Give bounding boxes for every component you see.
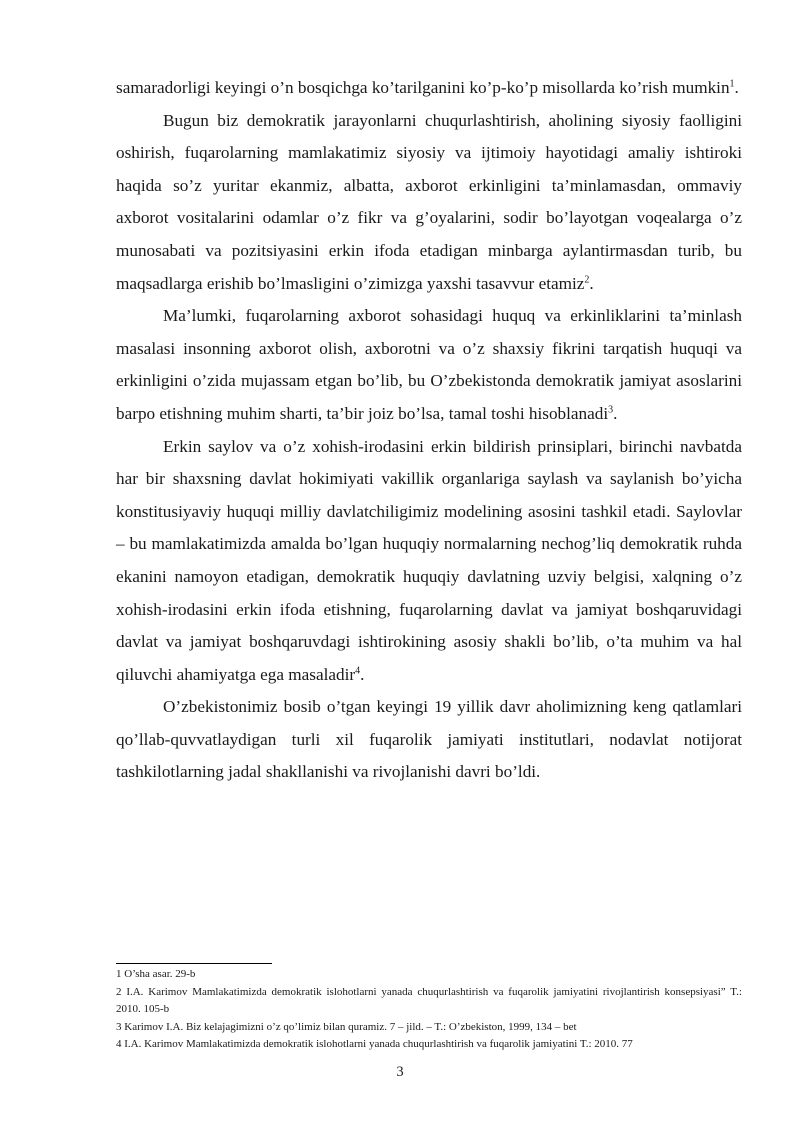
footnote-3: 3 Karimov I.A. Biz kelajagimizni o’z qo’limiz bilan quramiz. 7 – jild. – T.: O’zbekiston, 1999, 134 – bet [116, 1020, 577, 1033]
paragraph-text: O’zbekistonimiz bosib o’tgan keyingi 19 yillik davr aholimizning keng qatlamlari qo’llab-quvvatlaydigan turli xil fuqarolik jamiyati institutlari, nodavlat notijorat tashkilotlarning jadal shakllanishi va rivojlanishi davri bo’ldi. [116, 697, 742, 782]
paragraph-tail: . [589, 273, 594, 293]
footnote-ref: 1 [729, 78, 735, 90]
paragraph-1 [116, 72, 742, 105]
footnote-2: 2 I.A. Karimov Mamlakatimizda demokratik islohotlarni yanada chuqurlashtirish va fuqarolik jamiyatini rivojlantirish konsepsiyasi” T.: 2010. 105-b [116, 985, 742, 1016]
paragraph-text: Ma’lumki, fuqarolarning axborot sohasidagi huquq va erkinliklarini ta’minlash masalasi insonning axborot olish, axborotni va o’z shaxsiy fikrini tarqatish huquqi va erkinligini o’zida mujassam etgan bo’lib, bu O’zbekistonda demokratik jamiyat asoslarini barpo etishning muhim sharti, ta’bir joiz bo’lsa, tamal toshi hisoblanadi [116, 306, 742, 423]
paragraph-5 [116, 691, 742, 789]
footnote-divider [116, 963, 272, 964]
footnote-ref: 3 [608, 404, 614, 416]
paragraph-tail: . [613, 403, 618, 423]
footnote-4: 4 I.A. Karimov Mamlakatimizda demokratik islohotlarni yanada chuqurlashtirish va fuqarolik jamiyatini T.: 2010. 77 [116, 1038, 633, 1051]
paragraph-2 [116, 105, 742, 301]
paragraph-3 [116, 300, 742, 430]
footnote-1: 1 O’sha asar. 29-b [116, 968, 196, 980]
paragraph-text: samaradorligi keyingi o’n bosqichga ko’tarilganini ko’p-ko’p misollarda ko’rish mumkin [116, 78, 730, 97]
footnote-ref: 2 [584, 273, 590, 285]
paragraph-text: Erkin saylov va o’z xohish-irodasini erkin bildirish prinsiplari, birinchi navbatda har bir shaxsning davlat hokimiyati vakillik organlariga saylash va saylanish bo’yicha konstitusiyaviy huquqi milliy davlatchiligimiz modelining asosini tashkil etadi. Saylovlar – bu mamlakatimizda amalda bo’lgan huquqiy normalarning nechog’liq demokratik ruhda ekanini namoyon etadigan, demokratik huquqiy davlatning uzviy belgisi, xalqning o’z xohish-irodasini erkin ifoda etishning, fuqarolarning davlat va jamiyat boshqaruvidagi davlat va jamiyat boshqaruvdagi ishtirokining asosiy shakli bo’lib, o’ta muhim va hal qiluvchi ahamiyatga ega masaladir [116, 436, 742, 684]
page-number: 3 [396, 1064, 404, 1080]
paragraph-tail: . [734, 78, 739, 97]
paragraph-4 [116, 431, 742, 692]
paragraph-text: Bugun biz demokratik jarayonlarni chuqurlashtirish, aholining siyosiy faolligini oshirish, fuqarolarning mamlakatimiz siyosiy va ijtimoiy hayotidagi amaliy ishtiroki haqida so’z yuritar ekanmiz, albatta, axborot erkinligini ta’minlamasdan, ommaviy axborot vositalarini odamlar o’z fikr va g’oyalarini, sodir bo’layotgan voqealarga o’z munosabati va pozitsiyasini erkin ifoda etadigan minbarga aylantirmasdan turib, bu maqsadlarga erishib bo’lmasligini o’zimizga yaxshi tasavvur etamiz [116, 110, 742, 293]
footnotes [116, 966, 742, 1054]
footnote-ref: 4 [355, 664, 361, 676]
paragraph-tail: . [360, 664, 365, 684]
body-text [116, 72, 742, 789]
